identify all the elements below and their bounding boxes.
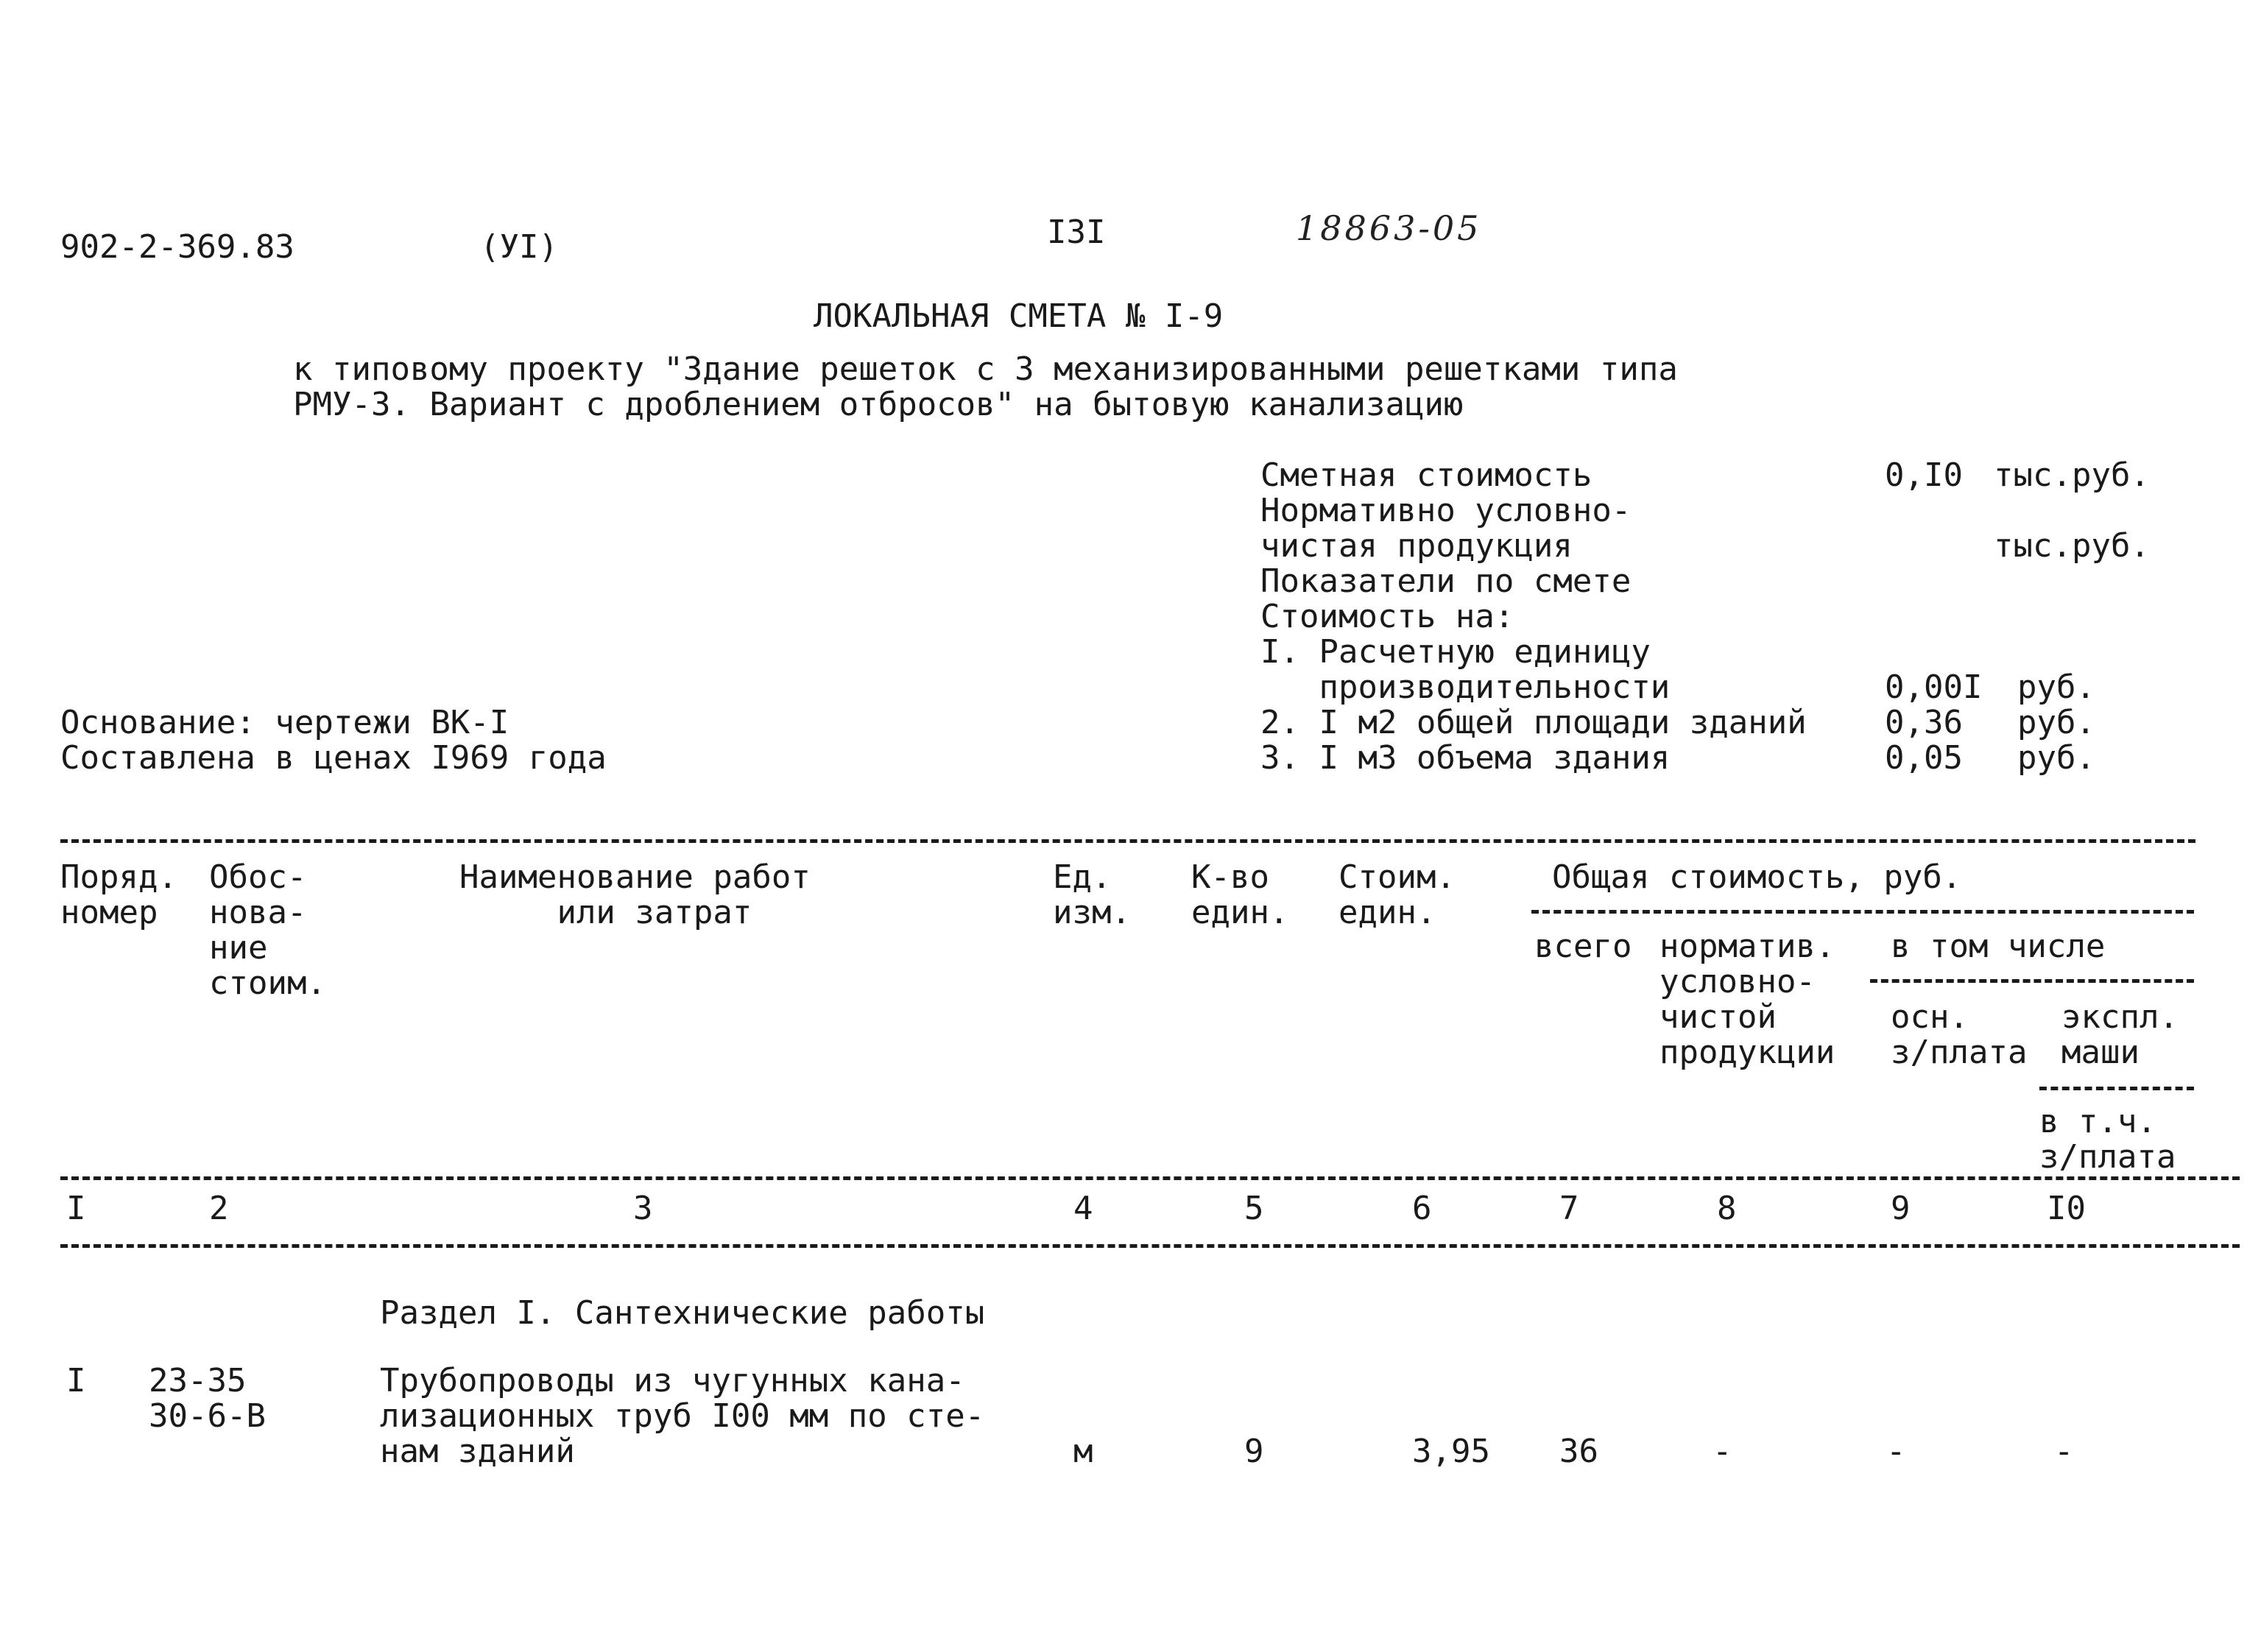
summary-value-estimate-cost: 0,I0: [1885, 456, 1963, 494]
column-number: 8: [1717, 1190, 1737, 1227]
summary-label-net-production: чистая продукция: [1260, 527, 1573, 565]
document-subtitle-line1: к типовому проекту "Здание решеток с 3 механизированными решетками типа: [293, 350, 1678, 388]
header-col-basis: Обос- нова- ние стоим.: [209, 858, 326, 1002]
row-unit: м: [1073, 1433, 1093, 1470]
project-code: 902-2-369.83: [60, 228, 294, 266]
row-qty: 9: [1244, 1433, 1264, 1470]
row-machines: -: [2054, 1433, 2074, 1470]
header-group-rule: [1531, 910, 2194, 914]
document-subtitle-line2: РМУ-3. Вариант с дроблением отбросов" на бытовую канализацию: [293, 386, 1464, 423]
header-col-normative: норматив. условно- чистой продукции: [1659, 928, 1835, 1071]
header-col-qty: К-во един.: [1191, 858, 1289, 931]
column-number: 2: [209, 1190, 229, 1227]
row-number: I: [66, 1362, 86, 1399]
summary-unit-volume: руб.: [2017, 739, 2095, 777]
page-number: I3I: [1047, 213, 1106, 251]
summary-label-normative: Нормативно условно-: [1260, 492, 1632, 529]
header-machines-rule: [2039, 1087, 2194, 1090]
column-number: 3: [633, 1190, 653, 1227]
column-number: 5: [1244, 1190, 1264, 1227]
summary-label-cost-for: Стоимость на:: [1260, 598, 1514, 635]
header-included: в том числе: [1891, 928, 2106, 965]
row-wage: -: [1886, 1433, 1906, 1470]
summary-unit-capacity: руб.: [2017, 668, 2095, 706]
header-col-name: Наименование работ или затрат: [459, 858, 811, 931]
basis-drawings: Основание: чертежи ВК-I: [60, 704, 509, 741]
header-col-price: Стоим. един.: [1338, 858, 1456, 931]
header-col-machines-wage: в т.ч. з/плата: [2039, 1103, 2176, 1176]
column-number: I0: [2047, 1190, 2086, 1227]
header-col-order: Поряд. номер: [60, 858, 177, 931]
summary-label-indicators: Показатели по смете: [1260, 562, 1632, 600]
handwritten-number: 18863-05: [1296, 208, 1482, 248]
row-name: Трубопроводы из чугунных кана- лизационных труб I00 мм по сте- нам зданий: [380, 1362, 985, 1470]
summary-label-unit: I. Расчетную единицу: [1260, 633, 1651, 671]
row-price: 3,95: [1412, 1433, 1490, 1470]
basis-prices: Составлена в ценах I969 года: [60, 739, 607, 777]
summary-value-volume: 0,05: [1885, 739, 1963, 777]
summary-unit-net-production: тыс.руб.: [1994, 527, 2150, 565]
header-col-machines: экспл. маши: [2061, 998, 2179, 1071]
column-number: 7: [1559, 1190, 1579, 1227]
summary-unit-estimate-cost: тыс.руб.: [1994, 456, 2150, 494]
header-col-wage: осн. з/плата: [1891, 998, 2028, 1071]
summary-value-capacity: 0,00I: [1885, 668, 1983, 706]
section-title: Раздел I. Сантехнические работы: [380, 1294, 985, 1332]
header-col-unit: Ед. изм.: [1053, 858, 1131, 931]
document-title: ЛОКАЛЬНАЯ СМЕТА № I-9: [814, 297, 1224, 335]
row-code: 23-35 30-6-В: [149, 1362, 266, 1435]
header-group-total-cost: Общая стоимость, руб.: [1552, 858, 1962, 896]
header-col-total: всего: [1534, 928, 1632, 965]
row-normative: -: [1712, 1433, 1732, 1470]
column-number: 6: [1412, 1190, 1432, 1227]
column-numbers-top-rule: [60, 1176, 2240, 1180]
column-number: I: [66, 1190, 86, 1227]
summary-unit-area: руб.: [2017, 704, 2095, 741]
summary-label-area: 2. I м2 общей площади зданий: [1260, 704, 1807, 741]
column-number: 4: [1073, 1190, 1093, 1227]
volume-label: (УI): [480, 228, 558, 266]
summary-value-area: 0,36: [1885, 704, 1963, 741]
table-top-rule: [60, 839, 2195, 843]
summary-label-capacity: производительности: [1260, 668, 1671, 706]
row-total: 36: [1559, 1433, 1598, 1470]
column-numbers-bottom-rule: [60, 1244, 2240, 1248]
summary-label-estimate-cost: Сметная стоимость: [1260, 456, 1592, 494]
summary-label-volume: 3. I м3 объема здания: [1260, 739, 1671, 777]
header-included-rule: [1870, 979, 2194, 983]
column-number: 9: [1891, 1190, 1911, 1227]
